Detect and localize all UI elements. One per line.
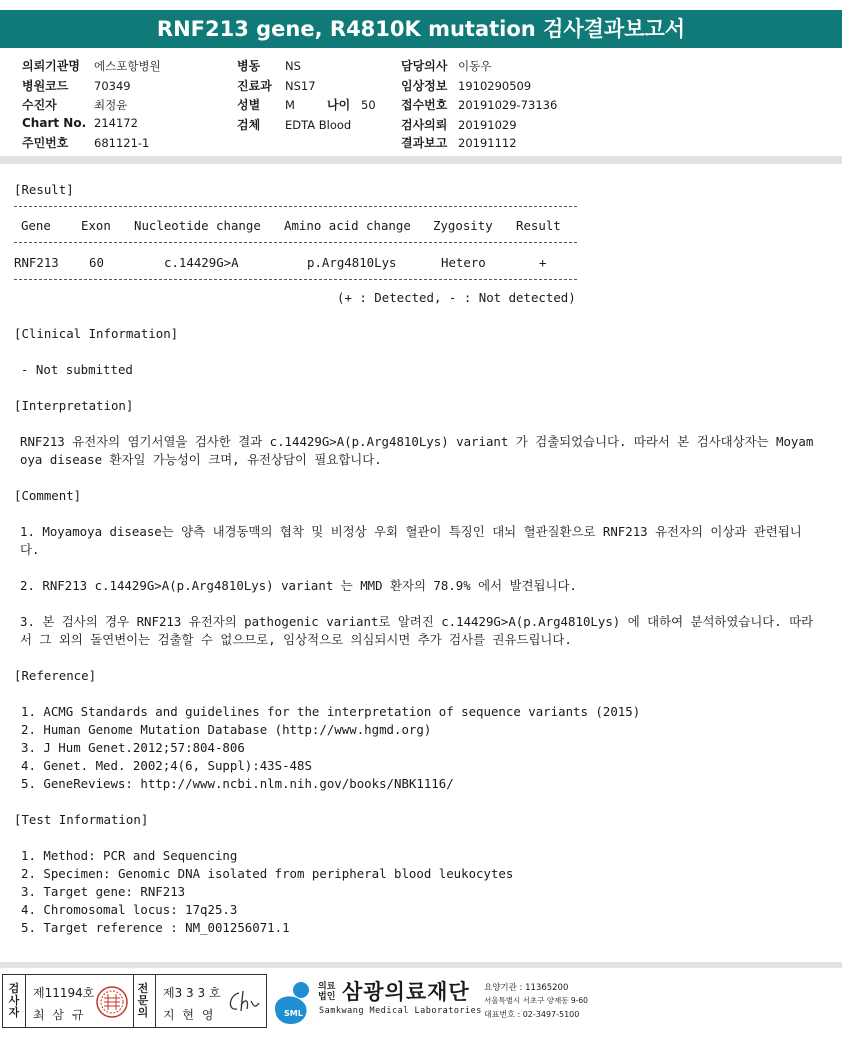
reference-item: 2. Human Genome Mutation Database (http://www.hgmd.org): [21, 722, 432, 737]
field-value: NS: [285, 59, 301, 73]
column-header: Amino acid change: [284, 218, 411, 233]
field-label: 병원코드: [22, 79, 69, 93]
field-value: 1910290509: [458, 79, 532, 93]
seal-stamp-icon: [95, 985, 129, 1019]
header-field: [22, 116, 138, 130]
org-phone: 대표번호 : 02-3497-5100: [484, 1010, 580, 1019]
field-label: 의뢰기관명: [22, 59, 80, 73]
result-heading: [Result]: [14, 182, 74, 197]
field-label: 주민번호: [22, 136, 69, 150]
test-info-item: 5. Target reference : NM_001256071.1: [21, 920, 290, 935]
table-cell: RNF213: [14, 255, 59, 270]
column-header: Gene: [21, 218, 51, 233]
specialist-name: 지 현 영: [163, 1008, 216, 1022]
interpretation-text: RNF213 유전자의 염기서열을 검사한 결과 c.14429G>A(p.Arg4810Lys) variant 가 검출되었습니다. 따라서 본 검사대상자는 Moyamoya disease 환자일 가능성이 크며, 유전상담이 필요합니다.: [20, 434, 814, 467]
header-field: [237, 116, 351, 133]
org-name: 삼광의료재단: [342, 980, 470, 1004]
field-value: M: [285, 98, 295, 112]
org-type: 의료법인: [318, 982, 336, 1002]
clinical-heading: [Clinical Information]: [14, 326, 179, 341]
field-label: 병동: [237, 59, 261, 73]
header-field: [237, 57, 301, 74]
comment-item: 2. RNF213 c.14429G>A(p.Arg4810Lys) variant 는 MMD 환자의 78.9% 에서 발견됩니다.: [20, 578, 577, 593]
result-legend: (+ : Detected, - : Not detected): [337, 290, 576, 305]
table-cell: p.Arg4810Lys: [307, 255, 397, 270]
field-value: EDTA Blood: [285, 118, 352, 132]
org-address: 서울특별시 서초구 양재동 9-60: [484, 996, 588, 1005]
header-field: [401, 116, 517, 133]
examiner-name: 최 삼 규: [33, 1008, 86, 1022]
org-code: 요양기관 : 11365200: [484, 983, 569, 993]
header-field: [401, 57, 491, 74]
header-field: [22, 96, 127, 113]
divider: [133, 975, 134, 1027]
sml-logo-icon: [271, 978, 317, 1026]
dashed-rule: [14, 279, 577, 280]
org-english: Samkwang Medical Laboratories: [319, 1006, 482, 1016]
field-label: 수진자: [22, 98, 57, 112]
column-header: Zygosity: [433, 218, 493, 233]
divider: [0, 156, 842, 164]
field-value: 에스포항병원: [94, 59, 161, 73]
test-info-heading: [Test Information]: [14, 812, 149, 827]
table-cell: +: [539, 255, 547, 270]
field-value: 214172: [94, 116, 138, 130]
table-cell: c.14429G>A: [164, 255, 239, 270]
header-field: [401, 134, 517, 151]
field-label: 임상정보: [401, 79, 448, 93]
table-cell: Hetero: [441, 255, 486, 270]
header-field: [22, 57, 161, 74]
signature-icon: [225, 987, 263, 1017]
column-header: Nucleotide change: [134, 218, 261, 233]
reference-heading: [Reference]: [14, 668, 97, 683]
table-cell: 60: [89, 255, 104, 270]
header-field: [22, 134, 149, 151]
field-label: 검사의뢰: [401, 118, 448, 132]
field-value: 이동우: [458, 59, 492, 73]
field-value: NS17: [285, 79, 316, 93]
column-header: Exon: [81, 218, 111, 233]
specialist-label: 전 문 의: [137, 982, 149, 1019]
column-header: Result: [516, 218, 561, 233]
test-info-item: 3. Target gene: RNF213: [21, 884, 186, 899]
header-field: [237, 96, 376, 113]
header-field: [22, 77, 131, 94]
divider: [155, 975, 156, 1027]
test-info-item: 1. Method: PCR and Sequencing: [21, 848, 238, 863]
reference-item: 4. Genet. Med. 2002;4(6, Suppl):43S-48S: [21, 758, 312, 773]
comment-heading: [Comment]: [14, 488, 82, 503]
field-label: 결과보고: [401, 136, 448, 150]
report-title: RNF213 gene, R4810K mutation 검사결과보고서: [0, 10, 842, 48]
field-value: 최정윤: [94, 98, 128, 112]
header-field: [237, 77, 316, 94]
dashed-rule: [14, 242, 577, 243]
test-info-item: 4. Chromosomal locus: 17q25.3: [21, 902, 238, 917]
reference-item: 1. ACMG Standards and guidelines for the interpretation of sequence variants (2015): [21, 704, 641, 719]
reference-item: 3. J Hum Genet.2012;57:804-806: [21, 740, 245, 755]
field-label: Chart No.: [22, 116, 87, 130]
logo-text: SML: [284, 1009, 303, 1018]
examiner-license: 제11194호: [33, 986, 95, 1000]
field-label: 진료과: [237, 79, 272, 93]
reference-item: 5. GeneReviews: http://www.ncbi.nlm.nih.gov/books/NBK1116/: [21, 776, 454, 791]
test-info-item: 2. Specimen: Genomic DNA isolated from peripheral blood leukocytes: [21, 866, 514, 881]
divider: [0, 962, 842, 968]
signature-box: [2, 974, 267, 1028]
header-field: [401, 77, 531, 94]
field-value: 20191029-73136: [458, 98, 558, 112]
comment-item: 1. Moyamoya disease는 양측 내경동맥의 협착 및 비정상 우회 혈관이 특징인 대뇌 혈관질환으로 RNF213 유전자의 이상과 관련됩니다.: [20, 524, 802, 557]
interpretation-heading: [Interpretation]: [14, 398, 134, 413]
clinical-text: - Not submitted: [21, 362, 133, 377]
field-value: 681121-1: [94, 136, 150, 150]
field-label: 검체: [237, 118, 261, 132]
field-value: 70349: [94, 79, 131, 93]
field-label: 담당의사: [401, 59, 448, 73]
divider: [25, 975, 26, 1027]
field-value: 20191029: [458, 118, 517, 132]
field-label: 접수번호: [401, 98, 448, 112]
field-value: 20191112: [458, 136, 517, 150]
header-field: [401, 96, 557, 113]
comment-item: 3. 본 검사의 경우 RNF213 유전자의 pathogenic variant로 알려진 c.14429G>A(p.Arg4810Lys) 에 대하여 분석하였습니다. 따라서 그 외의 돌연변이는 검출할 수 없으므로, 임상적으로 의심되시면 추가 검사를 권유드립니다.: [20, 614, 814, 647]
age-value: 50: [361, 98, 376, 112]
specialist-license: 제3 3 3 호: [163, 986, 221, 1000]
field-label: 성별: [237, 98, 261, 112]
age-label: 나이: [327, 98, 351, 112]
dashed-rule: [14, 206, 577, 207]
examiner-label: 검 사 자: [8, 982, 20, 1019]
